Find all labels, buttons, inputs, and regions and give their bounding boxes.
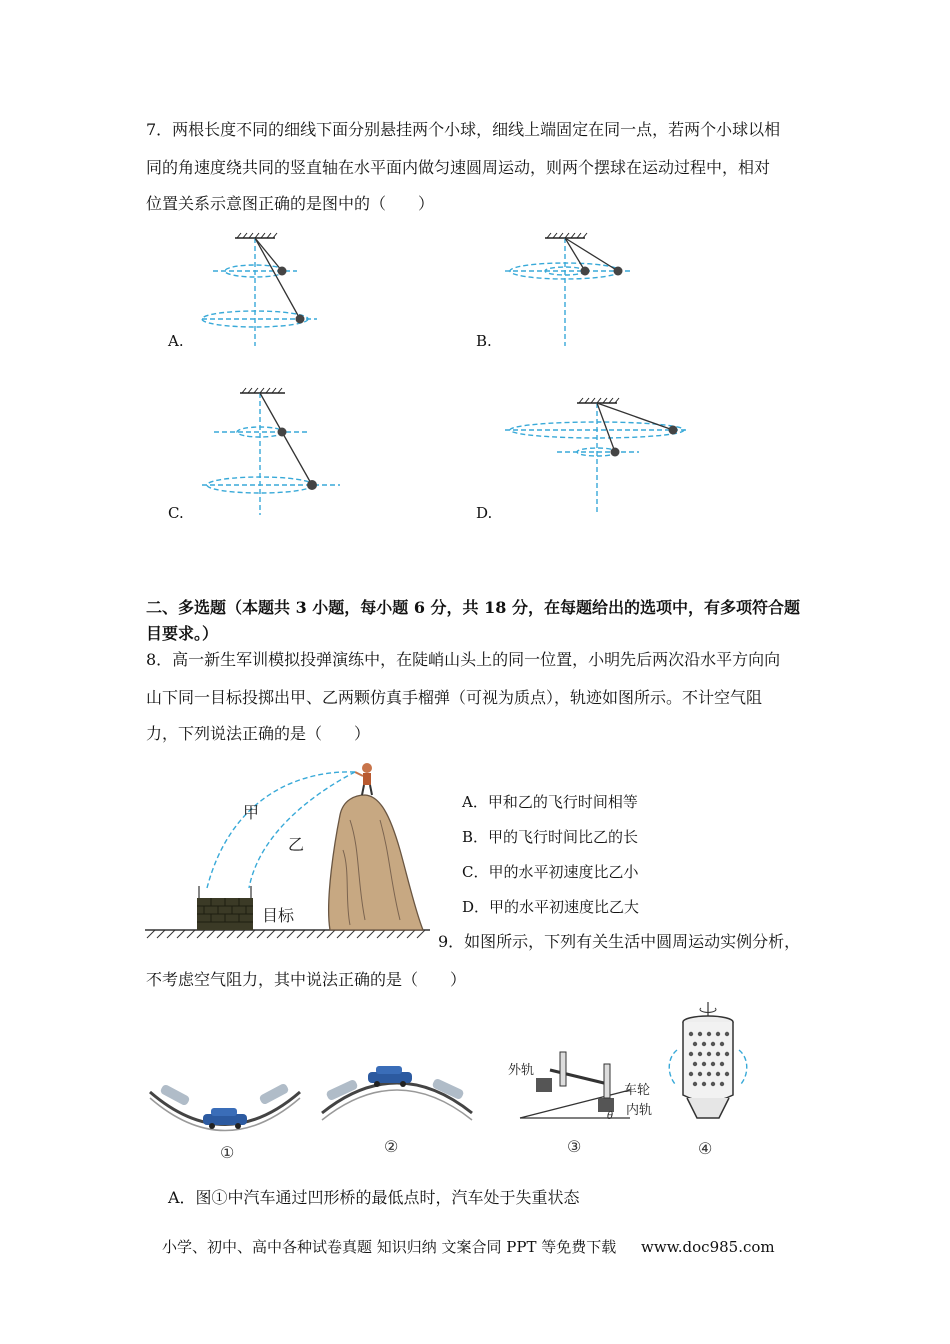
q9-text-line1: 9．如图所示，下列有关生活中圆周运动实例分析， [438,932,801,951]
q9-option-a: A．图①中汽车通过凹形桥的最低点时，汽车处于失重状态 [168,1188,580,1207]
figure-number-1: ① [220,1143,235,1162]
q7-option-a: A. [168,332,184,350]
label-jia: 甲 [243,805,260,822]
q7-text-line3: 位置关系示意图正确的是图中的（ ） [146,194,435,213]
section2-heading-line2: 目要求。） [146,624,219,643]
thrower-person [355,763,372,795]
q8-figure [145,760,435,945]
figure-number-4: ④ [698,1139,713,1158]
q9-figure-2-convex-bridge [312,1058,482,1158]
figure-number-2: ② [384,1137,399,1156]
q7-figure-d [505,393,695,518]
ball-icon [614,267,623,276]
label-yi: 乙 [288,837,305,854]
q8-option-a: A．甲和乙的飞行时间相等 [462,793,638,811]
q7-text-line1: 7．两根长度不同的细线下面分别悬挂两个小球，细线上端固定在同一点，若两个小球以相 [146,120,781,139]
q8-option-d: D．甲的水平初速度比乙大 [462,898,640,916]
label-theta: θ [607,1111,614,1122]
q9-figure-4-spin-dryer [665,1000,775,1160]
mountain-rock [329,795,423,930]
q7-figure-a [195,228,345,353]
footer-text: 小学、初中、高中各种试卷真题 知识归纳 文案合同 PPT 等免费下载 [162,1238,617,1256]
water-spray-right [739,1050,747,1084]
ball-icon [611,448,620,457]
ball-icon [669,426,678,435]
q7-text-line2: 同的角速度绕共同的竖直轴在水平面内做匀速圆周运动，则两个摆球在运动过程中，相对 [146,158,771,177]
page-footer [162,1236,781,1257]
target-wall [197,886,253,930]
label-wheel: 车轮 [624,1082,651,1097]
footer-url[interactable]: www.doc985.com [641,1238,775,1256]
q7-option-b: B. [476,332,492,350]
ball-icon [307,480,317,490]
figure-number-3: ③ [567,1137,582,1156]
q8-text-line1: 8．高一新生军训模拟投弹演练中，在陡峭山头上的同一位置，小明先后两次沿水平方向向 [146,650,781,669]
ball-icon [278,267,287,276]
q9-text-line2: 不考虑空气阻力，其中说法正确的是（ ） [146,970,467,989]
ball-icon [581,267,590,276]
ceiling-hatch [235,233,277,238]
label-outer-rail: 外轨 [508,1062,535,1077]
q7-figure-b [505,228,655,353]
q7-figure-c [200,383,350,518]
label-target: 目标 [262,908,295,925]
q8-text-line3: 力，下列说法正确的是（ ） [146,724,371,743]
water-spray-left [669,1050,677,1084]
q9-figure-3-railway [500,1050,670,1160]
label-inner-rail: 内轨 [626,1102,653,1117]
q8-option-c: C．甲的水平初速度比乙小 [462,863,639,881]
q7-option-c: C. [168,504,184,522]
section2-heading-line1: 二、多选题（本题共 3 小题，每小题 6 分，共 18 分，在每题给出的选项中，有多项符合题 [146,598,800,617]
q8-option-b: B．甲的飞行时间比乙的长 [462,828,639,846]
ball-icon [278,428,287,437]
q7-option-d: D. [476,504,493,522]
q9-figure-1-concave-bridge [145,1062,310,1162]
q8-text-line2: 山下同一目标投掷出甲、乙两颗仿真手榴弹（可视为质点），轨迹如图所示。不计空气阻 [146,688,763,707]
ball-icon [296,315,305,324]
